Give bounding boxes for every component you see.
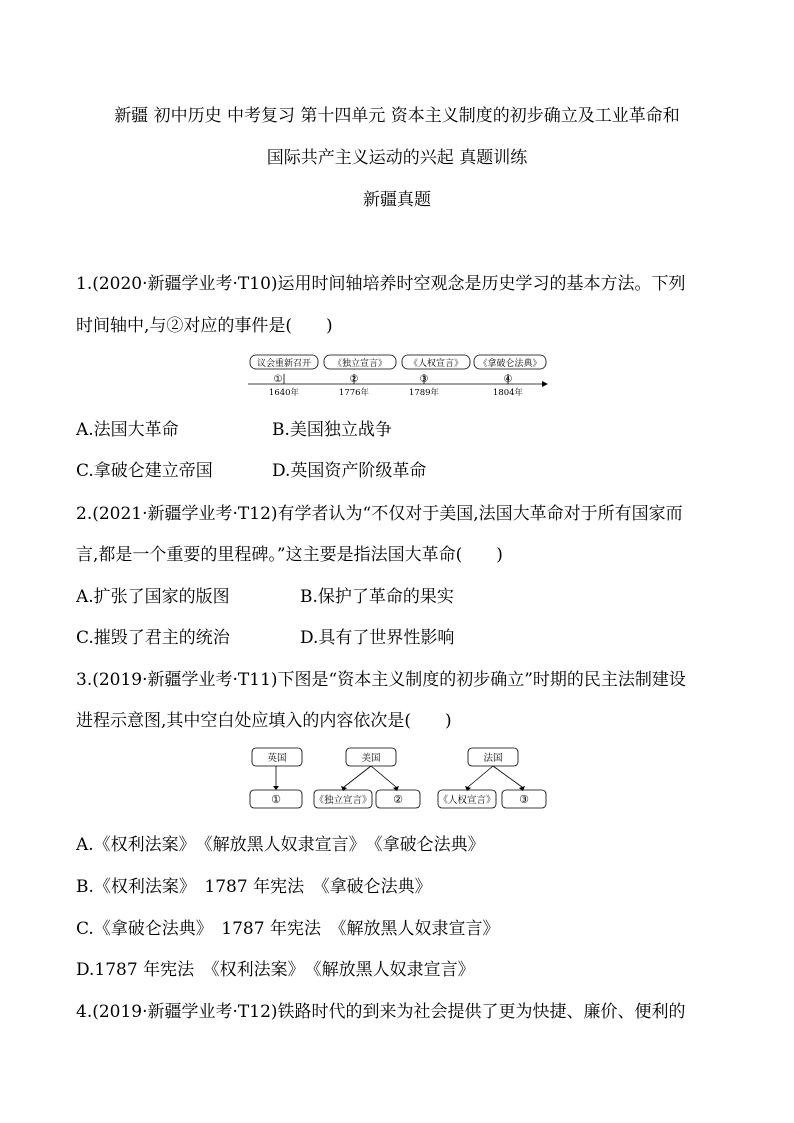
q1-timeline-mark-2: ②: [349, 374, 359, 385]
q1-option-c[interactable]: C.拿破仑建立帝国: [76, 461, 213, 481]
q1-timeline-label-1: 议会重新召开: [256, 359, 312, 369]
q3-box-france-doc: 《人权宣言》: [438, 795, 496, 806]
q3-flow-diagram: [246, 746, 550, 812]
q1-timeline-label-2: 《独立宣言》: [332, 359, 388, 369]
q3-option-d[interactable]: D.1787 年宪法 《权利法案》 《解放黑人奴隶宣言》: [76, 960, 475, 980]
q3-stem-line2: 进程示意图,其中空白处应填入的内容依次是( ): [76, 711, 452, 731]
q3-option-b[interactable]: B.《权利法案》 1787 年宪法 《拿破仑法典》: [76, 877, 432, 897]
q3-box-blank-1: ①: [271, 793, 281, 806]
q2-option-d[interactable]: D.具有了世界性影响: [300, 628, 455, 648]
q3-option-c[interactable]: C.《拿破仑法典》 1787 年宪法 《解放黑人奴隶宣言》: [76, 919, 500, 939]
page-title-line2: 国际共产主义运动的兴起 真题训练: [266, 148, 528, 168]
q3-stem-line1: 3.(2019·新疆学业考·T11)下图是“资本主义制度的初步确立”时期的民主法制建设: [76, 670, 686, 690]
q1-timeline-label-3: 《人权宣言》: [408, 359, 464, 369]
q1-timeline-mark-4: ④: [503, 374, 513, 385]
q1-timeline-mark-3: ③: [419, 374, 429, 385]
q1-stem-line1: 1.(2020·新疆学业考·T10)运用时间轴培养时空观念是历史学习的基本方法。下列: [76, 274, 686, 294]
q3-option-a[interactable]: A.《权利法案》 《解放黑人奴隶宣言》 《拿破仑法典》: [76, 835, 485, 855]
page-title-line1: 新疆 初中历史 中考复习 第十四单元 资本主义制度的初步确立及工业革命和: [114, 106, 680, 126]
q3-box-blank-3: ③: [519, 793, 529, 806]
q2-stem-line2: 言,都是一个重要的里程碑。”这主要是指法国大革命( ): [76, 545, 503, 565]
q3-box-usa-doc: 《独立宣言》: [314, 795, 372, 806]
q2-option-c[interactable]: C.摧毁了君主的统治: [76, 628, 230, 648]
q1-timeline-year-3: 1789年: [408, 388, 440, 398]
q4-stem-line1: 4.(2019·新疆学业考·T12)铁路时代的到来为社会提供了更为快捷、廉价、便利的: [76, 1002, 686, 1022]
q1-option-a[interactable]: A.法国大革命: [76, 420, 179, 440]
q1-timeline-year-4: 1804年: [492, 388, 524, 398]
q3-box-england: 英国: [267, 753, 287, 764]
q1-timeline: [246, 354, 550, 398]
q2-option-b[interactable]: B.保护了革命的果实: [300, 587, 454, 607]
q2-option-a[interactable]: A.扩张了国家的版图: [76, 587, 230, 607]
q3-box-france: 法国: [483, 753, 503, 764]
q3-box-usa: 美国: [361, 753, 381, 764]
q1-option-b[interactable]: B.美国独立战争: [272, 420, 392, 440]
q1-timeline-label-4: 《拿破仑法典》: [478, 359, 542, 369]
q1-timeline-mark-1: ①: [273, 374, 283, 385]
page-subtitle: 新疆真题: [363, 190, 431, 210]
q1-timeline-year-1: 1640年: [268, 388, 300, 398]
q1-timeline-year-2: 1776年: [338, 388, 370, 398]
q1-option-d[interactable]: D.英国资产阶级革命: [272, 461, 427, 481]
q2-stem-line1: 2.(2021·新疆学业考·T12)有学者认为“不仅对于美国,法国大革命对于所有国家而: [76, 504, 683, 524]
q1-stem-line2: 时间轴中,与②对应的事件是( ): [76, 316, 333, 336]
q3-box-blank-2: ②: [393, 793, 403, 806]
